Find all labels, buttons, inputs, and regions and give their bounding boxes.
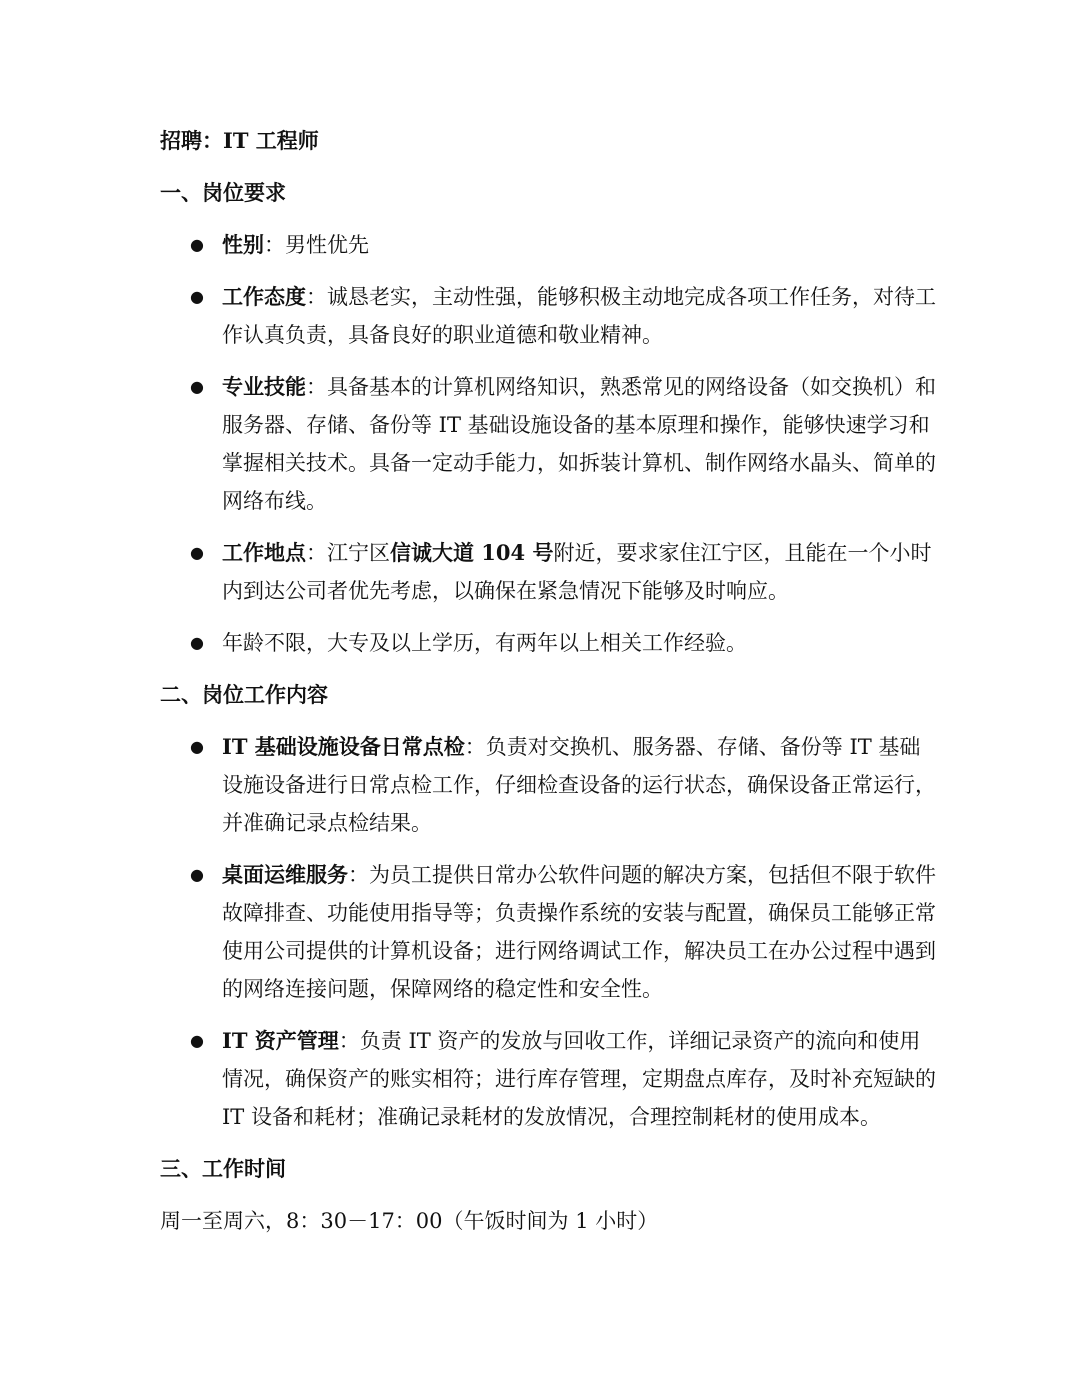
duties-list	[160, 728, 940, 1136]
bullet-icon: ●	[190, 865, 204, 884]
item-text: 负责对交换机、服务器、存储、备份等 IT 基础设施设备进行日常点检工作，仔细检查设备的运行状态，确保设备正常运行，并准确记录点检结果。	[222, 735, 936, 835]
item-term: IT 资产管理	[222, 1028, 339, 1053]
item-separator: ：	[306, 541, 327, 565]
bullet-icon: ●	[190, 543, 204, 562]
list-item	[160, 728, 940, 842]
section-heading-duties: 二、岗位工作内容	[160, 682, 328, 707]
item-term: 专业技能	[222, 374, 306, 399]
item-text: 诚恳老实，主动性强，能够积极主动地完成各项工作任务，对待工作认真负责，具备良好的职业道德和敬业精神。	[222, 285, 936, 347]
item-separator: ：	[338, 1029, 360, 1053]
list-item	[160, 226, 940, 264]
item-text-after: 附近，要求家住江宁区，且能在一个小时内到达公司者优先考虑，以确保在紧急情况下能够及时响应。	[222, 541, 932, 603]
bullet-icon: ●	[190, 377, 204, 396]
bullet-icon: ●	[190, 633, 204, 652]
document-title: 招聘：IT 工程师	[160, 128, 319, 153]
list-item	[160, 278, 940, 354]
requirements-list	[160, 226, 940, 662]
item-text: 男性优先	[285, 233, 369, 257]
item-text: 负责 IT 资产的发放与回收工作，详细记录资产的流向和使用情况，确保资产的账实相符；进行库存管理，定期盘点库存，及时补充短缺的 IT 设备和耗材；准确记录耗材的发放情况，合理控制耗材的使用成本。	[222, 1029, 936, 1129]
list-item	[160, 1022, 940, 1136]
item-term: 工作地点	[222, 540, 306, 565]
item-term: 桌面运维服务	[222, 862, 348, 887]
item-term: 工作态度	[222, 284, 306, 309]
item-text-before: 江宁区	[327, 541, 390, 565]
item-term: 性别	[222, 232, 264, 257]
item-text: 年龄不限，大专及以上学历，有两年以上相关工作经验。	[222, 631, 747, 655]
list-item	[160, 368, 940, 520]
item-term: IT 基础设施设备日常点检	[222, 734, 465, 759]
item-separator: ：	[264, 233, 285, 257]
bullet-icon: ●	[190, 737, 204, 756]
item-separator: ：	[306, 285, 327, 309]
list-item	[160, 534, 940, 610]
list-item	[160, 624, 940, 662]
section-heading-requirements: 一、岗位要求	[160, 180, 286, 205]
item-text: 具备基本的计算机网络知识，熟悉常见的网络设备（如交换机）和服务器、存储、备份等 IT 基础设施设备的基本原理和操作，能够快速学习和掌握相关技术。具备一定动手能力，如拆装计算机、制作网络水晶头、简单的网络布线。	[222, 375, 936, 513]
item-separator: ：	[306, 375, 327, 399]
bullet-icon: ●	[190, 235, 204, 254]
item-text-address: 信诚大道 104 号	[390, 540, 554, 565]
bullet-icon: ●	[190, 1031, 204, 1050]
work-hours-text: 周一至周六，8：30－17：00（午饭时间为 1 小时）	[160, 1209, 659, 1233]
list-item	[160, 856, 940, 1008]
item-separator: ：	[348, 863, 369, 887]
bullet-icon: ●	[190, 287, 204, 306]
item-text: 为员工提供日常办公软件问题的解决方案，包括但不限于软件故障排查、功能使用指导等；负责操作系统的安装与配置，确保员工能够正常使用公司提供的计算机设备；进行网络调试工作，解决员工在办公过程中遇到的网络连接问题，保障网络的稳定性和安全性。	[222, 863, 936, 1001]
item-separator: ：	[464, 735, 486, 759]
document-page	[160, 122, 940, 1240]
section-heading-hours: 三、工作时间	[160, 1156, 286, 1181]
